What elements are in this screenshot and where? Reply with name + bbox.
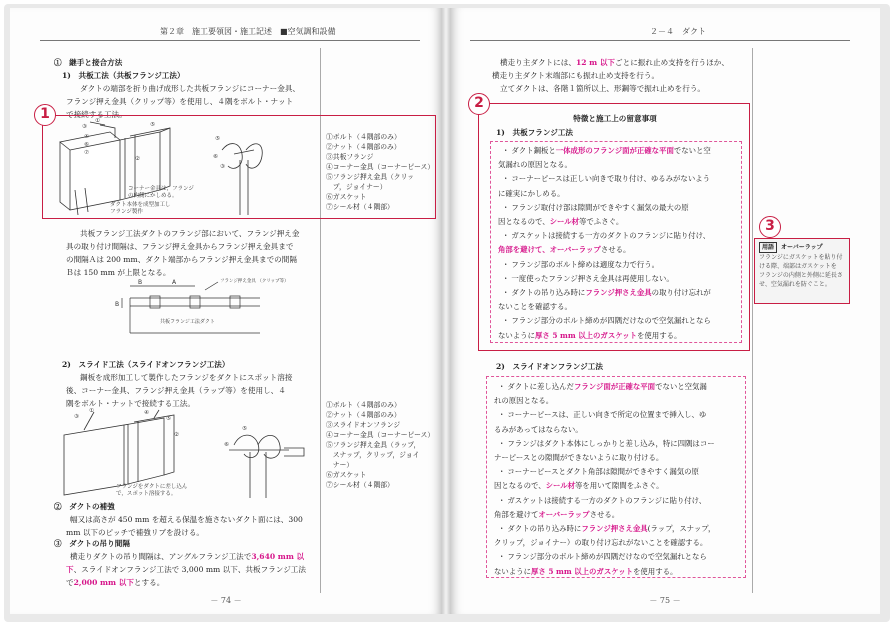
body-text: ダクトの吊り込み時に [507,524,582,534]
callout-number-3: 3 [759,216,781,238]
svg-text:③: ③ [220,164,225,170]
list-item [498,172,738,186]
list-item [494,494,742,508]
bullet-mark: ・ [502,316,510,326]
bullet-mark: ・ [498,410,506,420]
sub1-title: 1) 共板工法（共板フランジ工法） [62,71,185,80]
body-text: コーナーピースは正しい向きで取り付け、ゆるみがないよう [511,174,710,184]
body-text: ガスケットは接続する一方のダクトのフランジに貼り付け、 [511,231,711,241]
fig1-note2-line2: フランジ製作 [110,209,143,215]
kyoita-notes-list [498,144,738,343]
body-text: コーナーピースは、正しい向きで所定の位置まで挿入し、ゆ [507,410,707,420]
list-item [498,229,738,243]
body-text: ガスケットは接続する一方のダクトのフランジに貼り付け、 [507,495,707,505]
list-item [498,144,738,158]
bullet-mark: ・ [498,495,506,505]
box-title: 特徴と施工上の留意事項 [573,114,657,123]
body-text: クリップ，ジョイナー）の取り付け忘れがないことを確認する。 [494,538,708,548]
slide-on-flange-figure [54,410,316,500]
svg-text:③: ③ [74,414,79,420]
body-text: させる。 [600,245,631,255]
svg-text:③: ③ [82,124,87,130]
body-text: れの原因となる。 [494,396,554,406]
list-item [494,479,742,493]
body-text: させる。 [589,509,620,519]
fig1-legend: ①ボルト（４隅部のみ） ②ナット（４隅部のみ） ③共板フランジ ④コーナー金具（コーナーピース） ⑤フランジ押え金具（クリッ プ，ジョイナー） ⑥ガスケット ⑦シール材（４隅部） [326,133,435,211]
hang-interval-angle: 3,640 mm 以 [251,552,305,561]
list-item [498,258,738,272]
sway-brace-interval: 12 m 以下 [575,58,616,67]
intro-text: 横走り主ダクトには、12 m 以下ごとに振れ止め支持を行うほか、 横走り主ダクト末端部にも振れ止め支持を行う。 立てダクトは、各階１箇所以上、形鋼等で振れ止めを行う。 [492,58,729,93]
list-item [498,286,738,300]
glossary-tag: 用語 [759,242,777,253]
body-text: フランジはダクト本体にしっかりと差し込み，特に四隅はコー [507,438,715,448]
body-text: ないように [498,330,535,340]
body-text: 因となるので、 [494,481,546,491]
body-text: (ラップ，スナップ， [647,524,716,534]
body-text: 等を用いて隙間をふさぐ。 [575,481,664,491]
right-margin-rule [752,48,753,593]
body-text: 気漏れの原因となる。 [498,160,572,170]
highlight-text: シール材 [545,481,576,491]
svg-text:⑦: ⑦ [84,150,89,156]
left-header-rule [40,40,420,41]
list-item [498,187,738,201]
list-item [494,423,742,437]
callout-box-1 [42,115,436,219]
fig2-label-clip: フランジ押え金具 （クリップ等） [220,279,289,284]
list-item [498,314,738,328]
bullet-mark: ・ [498,382,506,391]
body-text: を使用する。 [637,330,682,340]
list-item [494,522,742,536]
section1-title: ① 継手と接合方法 [54,58,123,67]
bullet-mark: ・ [502,288,510,298]
clip-spacing-figure [110,278,289,348]
body-text: フランジ部分のボルト締めが四隅だけなので空気漏れとなら [511,316,711,326]
highlight-text: 一体成形のフランジ面が正確な平面 [555,146,674,155]
list-item [494,437,742,451]
list-item [498,329,738,343]
fig2-label-a: A [172,279,177,286]
list-item [494,536,742,550]
fig2-label-b: B [138,279,143,286]
section3-text: 横走りダクトの吊り間隔は、アングルフランジ工法で3,640 mm 以 下、スライドオンフランジ工法で 3,000 mm 以下、共板フランジ工法 で2,000 mm 以下とする。 [66,552,306,587]
callout-number-2: 2 [468,93,490,115]
right-header-rule [470,40,850,41]
svg-text:B: B [115,301,120,308]
book-spread [4,4,890,622]
bullet-mark: ・ [502,259,510,269]
bullet-mark: ・ [502,174,510,184]
right-page-number: － 75 － [649,596,681,605]
svg-text:⑥: ⑥ [84,142,89,148]
svg-text:⑤: ⑤ [242,426,247,432]
svg-text:⑤: ⑤ [215,136,220,142]
list-item [494,565,742,579]
highlight-text: 角部を避けて、オーバーラップ [498,245,601,255]
highlight-text: フランジ押さえ金具 [585,288,652,298]
body-text: フランジ部のボルト締めは適度な力で行う。 [511,259,660,269]
list-item [498,272,738,286]
fig1-note1-line2: の内側にかしめる。 [128,193,178,199]
slideon-notes-list [494,380,742,579]
bullet-mark: ・ [502,231,510,241]
callout-number-1: 1 [34,104,56,126]
sub1-text: ダクトの端部を折り曲げ成形した共板フランジにコーナー金具、 フランジ押え金具（クリップ等）を使用し、４隅をボルト・ナット で接続する工法。 [66,84,301,119]
svg-text:⑤: ⑤ [166,416,171,422]
fig3-note-line1: フランジをダクトに差し込ん [116,484,188,490]
section3-title: ③ ダクトの吊り間隔 [54,539,130,548]
glossary-term: オーバーラップ [781,244,823,251]
bullet-mark: ・ [502,146,510,155]
list-item [498,158,738,172]
section2-title: ② ダクトの補強 [54,502,115,511]
body-text: 一度使ったフランジ押さえ金具は再使用しない。 [511,273,674,283]
glossary-box: 用語 オーバーラップ フランジにガスケットを貼り付 ける際、端部はガスケットを フランジの内側と外側に延長さ せ、空気漏れを防ぐこと。 [754,238,850,304]
body-text: を使用する。 [633,566,678,576]
highlight-text: 厚さ 5 mm 以上のガスケット [534,330,638,340]
bullet-mark: ・ [498,467,506,477]
highlight-text: 厚さ 5 mm 以上のガスケット [530,566,634,576]
fig1-note1-line1: コーナー金具は，フランジ [128,186,194,192]
body-text: ナーピースとの隙間ができないように取り付ける。 [494,453,664,463]
highlight-text: シール材 [549,217,580,227]
highlight-text: フランジ押さえ金具 [581,524,648,534]
fig3-legend: ①ボルト（４隅部のみ） ②ナット（４隅部のみ） ③スライドオンフランジ ④コーナー金具（コーナーピース） ⑤フランジ押え金具（ラップ， スナップ，クリップ，ジョイ ナー） ⑥ガスケット ⑦シール材（４隅部） [326,401,435,489]
body-text: に確実にかしめる。 [498,188,565,198]
svg-text:④: ④ [84,134,89,140]
body-text: でないと空 [673,146,711,155]
box-sub2-title: 2) スライドオンフランジ工法 [496,362,603,371]
list-item [494,408,742,422]
list-item [494,380,742,394]
bullet-mark: ・ [498,438,506,448]
svg-text:④: ④ [144,410,149,416]
list-item [494,394,742,408]
svg-text:⑥: ⑥ [213,154,218,160]
sub2-title: 2) スライド工法（スライドオンフランジ工法） [62,360,230,369]
body-text: るみがあってはならない。 [494,424,583,434]
svg-text:⑤: ⑤ [150,122,155,128]
svg-text:①: ① [95,118,100,124]
list-item [498,215,738,229]
bullet-mark: ・ [502,202,510,212]
svg-text:①: ① [89,408,94,414]
list-item [494,508,742,522]
list-item [494,451,742,465]
bullet-mark: ・ [498,552,506,562]
list-item [494,550,742,564]
book-gutter [442,8,450,614]
body-text: 角部を避けて [494,509,539,519]
list-item [498,300,738,314]
body-text: でないと空気漏 [655,382,707,391]
highlight-text: オーバーラップ [538,509,590,519]
para2-text: 共板フランジ工法ダクトのフランジ部において、フランジ押え金 具の取り付け間隔は、フランジ押え金具からフランジ押え金具まで の間隔Ａは 200 mm、ダクト端部からフランジ押え金具までの間隔 Ｂは 150 mm が上限となる。 [66,229,300,277]
highlight-text: フランジ面が正確な平面 [573,382,656,391]
fig2-label-duct: 共板フランジ工法ダクト [160,319,215,325]
list-item [498,243,738,257]
body-text: フランジ部分のボルト締めが四隅だけなので空気漏れとなら [507,552,707,562]
fig1-note2-line1: ダクト本体を成型加工し [110,202,171,208]
body-text: コーナーピースとダクト角部は隙間ができやすく漏気の原 [507,467,699,477]
right-running-header: ２－４ ダクト [650,27,706,36]
hang-interval-kyoita: 2,000 mm 以下 [73,578,134,587]
body-text: ダクト鋼板と [511,146,556,155]
left-running-header: 第２章 施工要領図・施工記述 ■空気調和設備 [160,27,336,36]
right-page [450,8,880,614]
body-text: ダクトの吊り込み時に [511,288,586,298]
svg-text:②: ② [174,432,179,438]
body-text: の取り付け忘れが [651,288,711,298]
svg-text:⑥: ⑥ [224,442,229,448]
box-sub1-title: 1) 共板フランジ工法 [496,128,574,137]
body-text: フランジ取付け部は隙間ができやすく漏気の最大の原 [511,202,689,212]
body-text: ないように [494,566,531,576]
list-item [498,201,738,215]
body-text: ないことを確認する。 [498,302,572,312]
left-page-number: － 74 － [210,596,242,605]
fig3-note-line2: で，スポット溶接する。 [116,491,177,497]
section2-text: 幅又は高さが 450 mm を超える保温を施さないダクト面には、300 mm 以下のピッチで補強リブを設ける。 [66,515,303,537]
body-text: 因となるので、 [498,217,550,227]
sub2-text: 鋼板を成形加工して製作したフランジをダクトにスポット溶接 後、コーナー金具、フランジ押え金具（ラップ等）を使用し、４ 隅をボルト・ナットで接続する工法。 [66,373,293,408]
left-page [10,8,442,614]
bullet-mark: ・ [498,524,506,534]
body-text: 等でふさぐ。 [579,217,624,227]
svg-text:②: ② [135,156,140,162]
bullet-mark: ・ [502,273,510,283]
body-text: ダクトに差し込んだ [507,382,574,391]
list-item [494,465,742,479]
